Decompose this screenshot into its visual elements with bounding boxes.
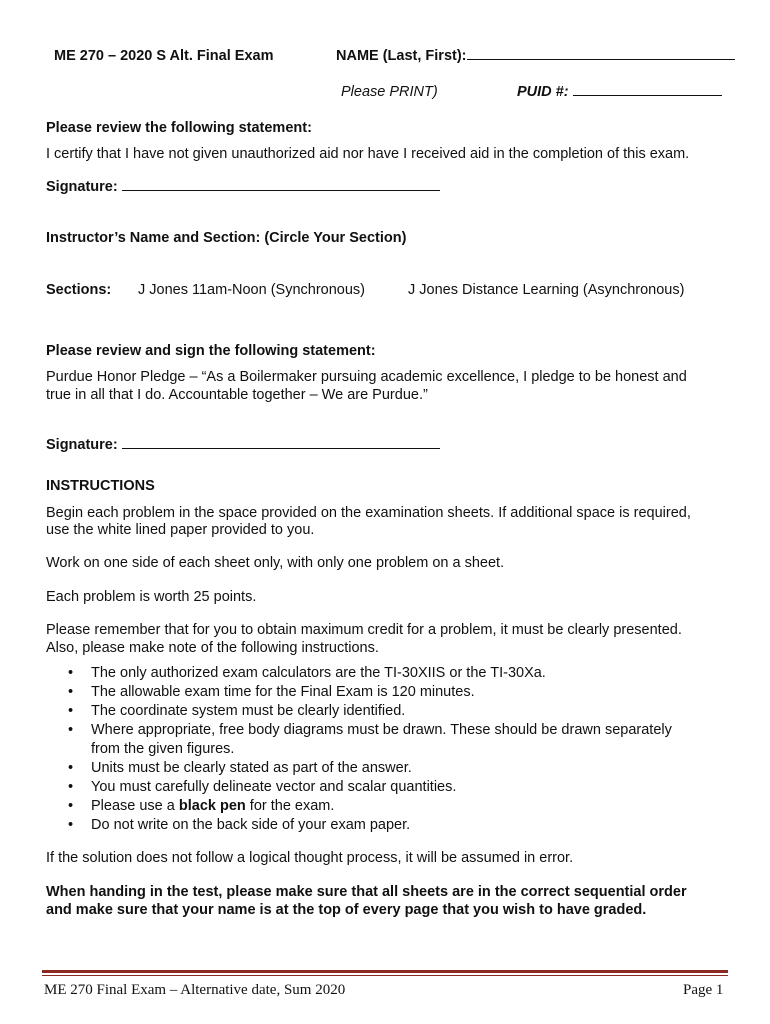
section-option-synchronous[interactable]: J Jones 11am-Noon (Synchronous) xyxy=(138,282,366,298)
name-label: NAME (Last, First): xyxy=(336,48,467,64)
bullet-icon: • xyxy=(68,798,74,814)
list-item-text: The allowable exam time for the Final Exam is 120 minutes. xyxy=(91,684,475,700)
section-option-asynchronous[interactable]: J Jones Distance Learning (Asynchronous) xyxy=(408,282,685,298)
instructions-paragraph-2: Work on one side of each sheet only, with only one problem on a sheet. xyxy=(46,555,505,571)
instructions-paragraph-3: Each problem is worth 25 points. xyxy=(46,589,257,605)
signature-blank[interactable] xyxy=(122,448,440,449)
final-note-line-2: and make sure that your name is at the top of every page that you wish to have graded. xyxy=(46,902,647,918)
footer-left-text: ME 270 Final Exam – Alternative date, Sum 2020 xyxy=(44,982,346,998)
list-item-text: The coordinate system must be clearly identified. xyxy=(91,703,406,719)
puid-blank[interactable] xyxy=(573,95,722,96)
honor-pledge-line-2: true in all that I do. Accountable together – We are Purdue.” xyxy=(46,387,428,403)
signature-label: Signature: xyxy=(46,437,118,453)
bullet-icon: • xyxy=(68,817,74,833)
sections-label: Sections: xyxy=(46,282,112,298)
instructions-paragraph-4-line-2: Also, please make note of the following instructions. xyxy=(46,640,379,656)
black-pen-emphasis: black pen xyxy=(178,798,246,814)
certification-heading: Please review the following statement: xyxy=(46,120,312,136)
list-item xyxy=(66,778,672,797)
honor-pledge-heading: Please review and sign the following statement: xyxy=(46,343,376,359)
list-item-text-continued: from the given figures. xyxy=(91,741,235,757)
sections-heading: Instructor’s Name and Section: (Circle Your Section) xyxy=(46,230,407,246)
bullet-icon: • xyxy=(68,722,74,738)
list-item xyxy=(66,702,672,721)
puid-label: PUID #: xyxy=(517,84,569,100)
page-number: Page 1 xyxy=(683,982,724,998)
list-item xyxy=(66,759,672,778)
name-blank[interactable] xyxy=(467,59,735,60)
footer-rule-thin xyxy=(42,975,728,976)
footer-rule-thick xyxy=(42,970,728,973)
list-item-text: Units must be clearly stated as part of the answer. xyxy=(91,760,412,776)
name-field[interactable] xyxy=(336,48,735,64)
list-item xyxy=(66,664,672,683)
bullet-icon: • xyxy=(68,760,74,776)
list-item-text: The only authorized exam calculators are the TI-30XIIS or the TI-30Xa. xyxy=(91,665,546,681)
list-item xyxy=(66,816,672,835)
instructions-paragraph-1-line-1: Begin each problem in the space provided on the examination sheets. If additional space is required, xyxy=(46,505,691,521)
certification-statement: I certify that I have not given unauthorized aid nor have I received aid in the completion of this exam. xyxy=(46,146,690,162)
instructions-paragraph-4-line-1: Please remember that for you to obtain maximum credit for a problem, it must be clearly presented. xyxy=(46,622,682,638)
bullet-icon: • xyxy=(68,703,74,719)
list-item-text: Do not write on the back side of your exam paper. xyxy=(91,817,411,833)
instruction-bullet-list xyxy=(66,664,672,835)
bullet-icon: • xyxy=(68,665,74,681)
please-print-note: Please PRINT) xyxy=(341,84,438,100)
bullet-icon: • xyxy=(68,684,74,700)
final-note-line-1: When handing in the test, please make sure that all sheets are in the correct sequential order xyxy=(46,884,687,900)
instructions-paragraph-1-line-2: use the white lined paper provided to you. xyxy=(46,522,315,538)
honor-pledge-line-1: Purdue Honor Pledge – “As a Boilermaker pursuing academic excellence, I pledge to be honest and xyxy=(46,369,687,385)
list-item xyxy=(66,721,672,759)
logic-note: If the solution does not follow a logical thought process, it will be assumed in error. xyxy=(46,850,574,866)
signature-label: Signature: xyxy=(46,179,118,195)
list-item-text: Where appropriate, free body diagrams must be drawn. These should be drawn separately xyxy=(91,722,672,738)
list-item-text: Please use a xyxy=(91,798,179,814)
exam-title: ME 270 – 2020 S Alt. Final Exam xyxy=(54,48,274,64)
signature-field-2[interactable] xyxy=(46,437,440,453)
bullet-icon: • xyxy=(68,779,74,795)
signature-field-1[interactable] xyxy=(46,179,440,195)
signature-blank[interactable] xyxy=(122,190,440,191)
instructions-heading: INSTRUCTIONS xyxy=(46,478,155,494)
list-item xyxy=(66,683,672,702)
puid-field[interactable] xyxy=(517,84,722,100)
list-item-text: You must carefully delineate vector and scalar quantities. xyxy=(91,779,457,795)
list-item-text-end: for the exam. xyxy=(245,798,335,814)
list-item xyxy=(66,797,672,816)
